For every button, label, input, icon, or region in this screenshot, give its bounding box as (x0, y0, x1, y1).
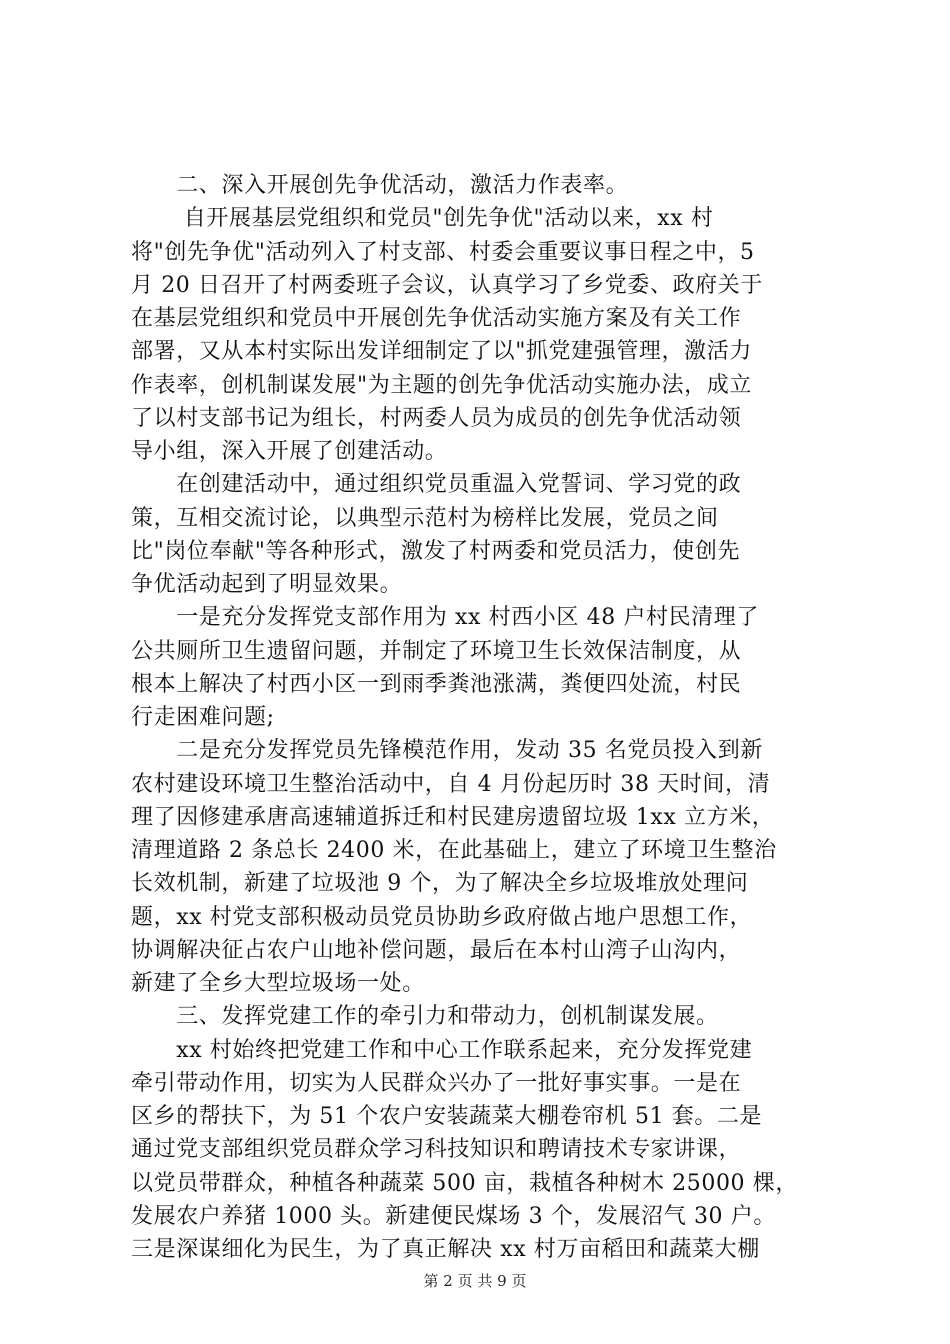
body-line: 区乡的帮扶下，为 51 个农户安装蔬菜大棚卷帘机 51 套。二是 (131, 1104, 763, 1129)
body-line: 长效机制，新建了垃圾池 9 个，为了解决全乡垃圾堆放处理问 (131, 871, 749, 897)
body-line: 通过党支部组织党员群众学习科技知识和聘请技术专家讲课， (131, 1137, 742, 1163)
body-line: 导小组，深入开展了创建活动。 (131, 439, 448, 464)
body-line: xx 村始终把党建工作和中心工作联系起来，充分发挥党建 (131, 1037, 753, 1063)
body-line: 自开展基层党组织和党员"创先争优"活动以来，xx 村 (131, 206, 714, 232)
body-line: 牵引带动作用，切实为人民群众兴办了一批好事实事。一是在 (131, 1070, 742, 1096)
body-line: 清理道路 2 条总长 2400 米，在此基础上，建立了环境卫生整治 (131, 838, 777, 863)
body-line: 农村建设环境卫生整治活动中，自 4 月份起历时 38 天时间，清 (131, 771, 771, 797)
body-line: 了以村支部书记为组长，村两委人员为成员的创先争优活动领 (131, 405, 742, 431)
body-line: 策，互相交流讨论，以典型示范村为榜样比发展，党员之间 (131, 505, 719, 531)
body-line: 以党员带群众，种植各种蔬菜 500 亩，栽植各种树木 25000 棵， (131, 1170, 798, 1196)
body-line: 三是深谋细化为民生，为了真正解决 xx 村万亩稻田和蔬菜大棚 (131, 1237, 760, 1262)
body-line: 比"岗位奉献"等各种形式，激发了村两委和党员活力，使创先 (131, 538, 741, 564)
body-line: 二是充分发挥党员先锋模范作用，发动 35 名党员投入到新 (131, 738, 763, 764)
body-line: 公共厕所卫生遗留问题，并制定了环境卫生长效保洁制度，从 (131, 638, 742, 664)
body-line: 部署，又从本村实际出发详细制定了以"抓党建强管理，激活力 (131, 339, 752, 365)
body-line: 发展农户养猪 1000 头。新建便民煤场 3 个，发展沼气 30 户。 (131, 1203, 776, 1229)
body-line: 在基层党组织和党员中开展创先争优活动实施方案及有关工作 (131, 306, 742, 331)
body-line: 行走困难问题; (131, 705, 275, 730)
body-line: 协调解决征占农户山地补偿问题，最后在本村山湾子山沟内， (131, 937, 742, 963)
body-line: 争优活动起到了明显效果。 (131, 572, 403, 597)
body-line: 在创建活动中，通过组织党员重温入党誓词、学习党的政 (131, 472, 742, 498)
body-line: 作表率，创机制谋发展"为主题的创先争优活动实施办法，成立 (131, 372, 752, 398)
body-line: 二、深入开展创先争优活动，激活力作表率。 (131, 173, 629, 198)
body-line: 根本上解决了村西小区一到雨季粪池涨满，粪便四处流，村民 (131, 671, 742, 697)
page-number-footer: 第 2 页 共 9 页 (423, 1272, 527, 1290)
body-line: 新建了全乡大型垃圾场一处。 (131, 971, 425, 996)
body-line: 理了因修建承唐高速辅道拆迁和村民建房遗留垃圾 1xx 立方米， (131, 804, 775, 830)
body-line: 题，xx 村党支部积极动员党员协助乡政府做占地户思想工作， (131, 904, 753, 930)
body-line: 月 20 日召开了村两委班子会议，认真学习了乡党委、政府关于 (131, 272, 763, 298)
body-line: 三、发挥党建工作的牵引力和带动力，创机制谋发展。 (131, 1004, 719, 1030)
document-body (131, 169, 831, 1266)
body-line: 将"创先争优"活动列入了村支部、村委会重要议事日程之中，5 (131, 239, 755, 265)
body-line: 一是充分发挥党支部作用为 xx 村西小区 48 户村民清理了 (131, 605, 759, 631)
